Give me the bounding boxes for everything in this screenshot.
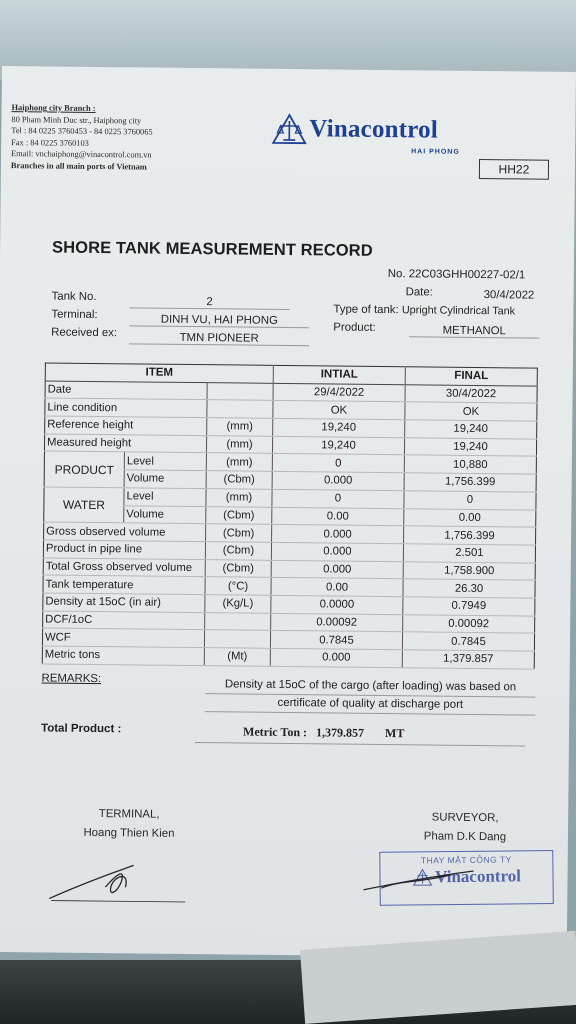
row-final-value: 19,240 xyxy=(404,437,536,456)
row-sub-label: Volume xyxy=(124,470,206,489)
row-unit: (mm) xyxy=(206,435,272,453)
row-final-value: 0.7845 xyxy=(402,632,534,651)
received-value: TMN PIONEER xyxy=(129,331,309,346)
metric-ton-label: Metric Ton : xyxy=(242,724,308,740)
row-initial-value: 0.000 xyxy=(272,471,404,490)
type-value: Upright Cylindrical Tank xyxy=(401,304,516,318)
row-final-value: 2.501 xyxy=(403,544,535,563)
branch-address: 80 Pham Minh Duc str., Haiphong city xyxy=(11,114,142,125)
terminal-name: Hoang Thien Kien xyxy=(83,826,175,840)
tank-no-value: 2 xyxy=(129,295,289,310)
remarks-label: REMARKS: xyxy=(41,672,102,686)
no-label: No. xyxy=(387,268,406,281)
terminal-label: Terminal: xyxy=(51,308,98,322)
col-initial-header: INTIAL xyxy=(273,365,405,384)
row-label: Product in pipe line xyxy=(43,540,205,559)
surveyor-signature xyxy=(390,808,540,848)
row-sub-label: Level xyxy=(124,452,206,471)
row-final-value: 1,756.399 xyxy=(404,526,536,545)
row-initial-value: 0.0000 xyxy=(271,595,403,614)
row-final-value: 19,240 xyxy=(405,420,537,439)
total-underline xyxy=(195,742,525,746)
row-initial-value: 0.000 xyxy=(271,542,403,561)
company-logo xyxy=(271,113,438,147)
branch-title: Haiphong city Branch : xyxy=(11,103,96,113)
row-initial-value: 0 xyxy=(272,454,404,473)
document-title: SHORE TANK MEASUREMENT RECORD xyxy=(52,238,373,260)
row-label: Tank temperature xyxy=(43,575,205,594)
row-unit xyxy=(205,612,271,630)
row-unit: (Cbm) xyxy=(206,471,272,489)
branch-fax: Fax : 84 0225 3760103 xyxy=(11,137,89,148)
terminal-title: TERMINAL, xyxy=(98,808,160,821)
col-item-header: ITEM xyxy=(45,363,273,383)
row-initial-value: OK xyxy=(273,401,405,420)
tank-type xyxy=(333,303,515,317)
row-label: Density at 15oC (in air) xyxy=(43,593,205,612)
row-label: Reference height xyxy=(45,416,207,435)
scales-emblem-icon xyxy=(271,113,307,145)
total-product-value xyxy=(243,725,404,742)
type-label: Type of tank: xyxy=(333,303,399,317)
row-unit: (Mt) xyxy=(204,648,270,666)
row-final-value: 1,756.399 xyxy=(404,473,536,492)
row-unit: (Cbm) xyxy=(205,542,271,560)
row-label: Total Gross observed volume xyxy=(43,558,205,577)
row-label: Line condition xyxy=(45,398,207,417)
row-label: Gross observed volume xyxy=(44,522,206,541)
row-final-value: OK xyxy=(405,402,537,421)
total-unit: MT xyxy=(384,726,405,741)
row-final-value: 1,379.857 xyxy=(402,650,534,669)
branch-info xyxy=(11,102,222,173)
row-initial-value: 0 xyxy=(272,489,404,508)
remarks-text xyxy=(205,676,535,715)
measurement-table xyxy=(42,362,538,669)
row-final-value: 0.00092 xyxy=(403,614,535,633)
row-initial-value: 0.000 xyxy=(272,525,404,544)
row-initial-value: 19,240 xyxy=(272,436,404,455)
row-unit: (Cbm) xyxy=(206,506,272,524)
row-label: Date xyxy=(45,381,207,400)
record-number xyxy=(388,268,526,281)
row-group-label: WATER xyxy=(44,487,124,523)
document-page xyxy=(0,66,576,958)
row-initial-value: 0.00092 xyxy=(271,613,403,632)
stamp-top-text: THAY MẶT CÔNG TY xyxy=(420,854,512,866)
branch-email: Email: vnchaiphong@vinacontrol.com.vn xyxy=(11,149,152,160)
row-initial-value: 29/4/2022 xyxy=(273,383,405,402)
row-unit: (Kg/L) xyxy=(205,595,271,613)
tank-no-label: Tank No. xyxy=(51,290,97,304)
stamp-wordmark: Vinacontrol xyxy=(434,866,522,887)
row-initial-value: 19,240 xyxy=(273,418,405,437)
row-final-value: 1,758.900 xyxy=(403,561,535,580)
row-final-value: 0.7949 xyxy=(403,597,535,616)
row-unit: (mm) xyxy=(206,453,272,471)
received-label: Received ex: xyxy=(51,326,118,340)
row-unit: (mm) xyxy=(206,488,272,506)
row-group-label: PRODUCT xyxy=(44,451,124,487)
row-final-value: 0.00 xyxy=(404,508,536,527)
surveyor-signature-scribble-icon xyxy=(361,860,481,901)
logo-wordmark: Vinacontrol xyxy=(309,115,439,144)
branch-tel: Tel : 84 0225 3760453 - 84 0225 3760065 xyxy=(11,126,153,137)
row-final-value: 10,880 xyxy=(404,455,536,474)
row-label: WCF xyxy=(42,628,204,647)
surveyor-title: SURVEYOR, xyxy=(431,811,499,825)
total-product-label: Total Product : xyxy=(41,722,122,736)
remarks-line-1: Density at 15oC of the cargo (after loading) was based on xyxy=(205,676,535,697)
surveyor-name: Pham D.K Dang xyxy=(423,830,507,844)
row-unit: (Cbm) xyxy=(205,559,271,577)
row-final-value: 0 xyxy=(404,491,536,510)
branch-note: Branches in all main ports of Vietnam xyxy=(10,160,147,172)
remarks-line-2: certificate of quality at discharge port xyxy=(205,694,535,715)
col-final-header: FINAL xyxy=(405,367,537,386)
date-label: Date: xyxy=(405,286,433,299)
row-initial-value: 0.000 xyxy=(270,648,402,667)
row-sub-label: Volume xyxy=(124,505,206,524)
row-unit xyxy=(207,382,273,400)
row-final-value: 30/4/2022 xyxy=(405,384,537,403)
row-initial-value: 0.00 xyxy=(272,507,404,526)
logo-subtitle: HAI PHONG xyxy=(411,148,460,156)
row-unit xyxy=(204,630,270,648)
date-value: 30/4/2022 xyxy=(483,289,535,302)
product-label: Product: xyxy=(333,321,376,334)
form-code: HH22 xyxy=(479,159,549,180)
row-final-value: 26.30 xyxy=(403,579,535,598)
no-value: 22C03GHH00227-02/1 xyxy=(408,268,526,282)
row-unit: (mm) xyxy=(207,418,273,436)
total-value: 1,379.857 xyxy=(315,725,365,740)
terminal-signature xyxy=(54,805,204,845)
row-label: Measured height xyxy=(44,434,206,453)
terminal-value: DINH VU, HAI PHONG xyxy=(129,313,309,328)
row-initial-value: 0.7845 xyxy=(270,631,402,650)
row-unit: (Cbm) xyxy=(206,524,272,542)
product-value: METHANOL xyxy=(409,324,539,338)
row-sub-label: Level xyxy=(124,488,206,507)
table-row xyxy=(42,646,534,669)
row-initial-value: 0.00 xyxy=(271,578,403,597)
row-label: DCF/1oC xyxy=(43,611,205,630)
row-unit xyxy=(207,400,273,418)
terminal-signature-scribble-icon xyxy=(45,857,196,909)
row-initial-value: 0.000 xyxy=(271,560,403,579)
row-unit: (°C) xyxy=(205,577,271,595)
row-label: Metric tons xyxy=(42,646,204,665)
